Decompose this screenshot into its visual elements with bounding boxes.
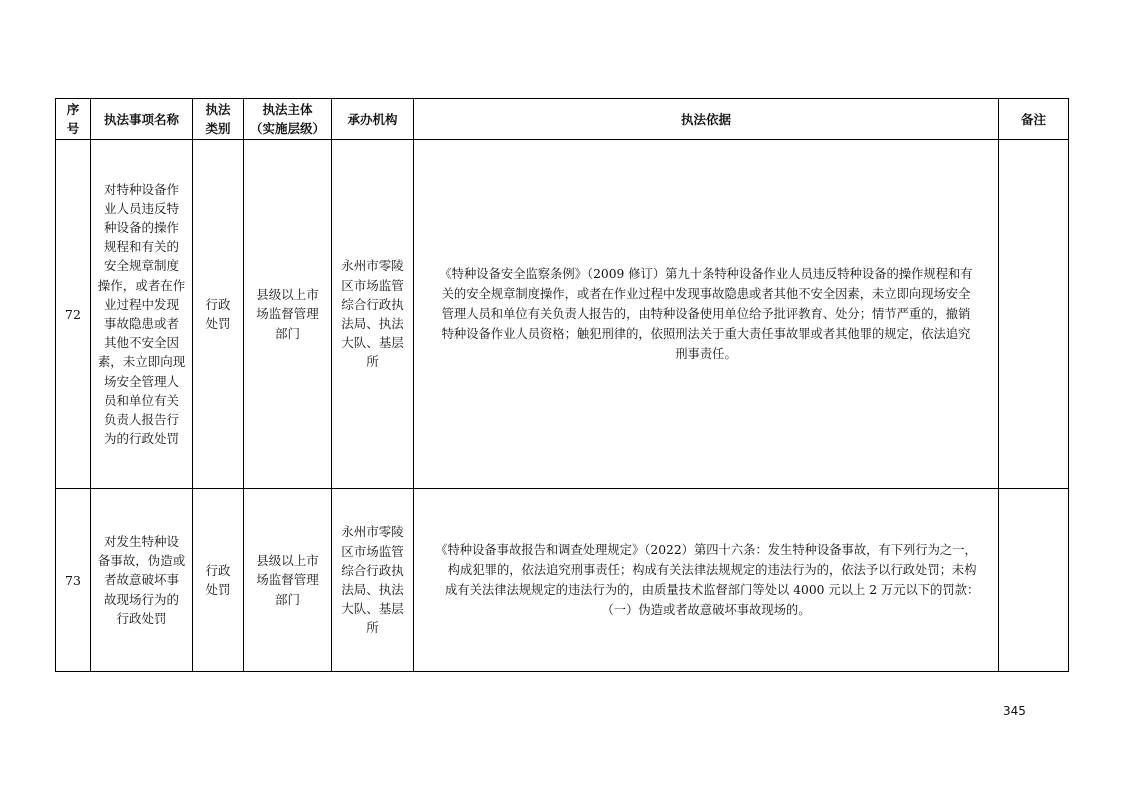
remark [999,489,1069,672]
organization: 永州市零陵 区市场监管 综合行政执 法局、执法 大队、基层 所 [332,140,414,489]
table-row [56,489,1069,672]
organization: 永州市零陵 区市场监管 综合行政执 法局、执法 大队、基层 所 [332,489,414,672]
table-header-row [56,99,1069,140]
header-no: 序 号 [56,99,91,140]
enforcement-table [55,98,1069,672]
category: 行政 处罚 [193,489,244,672]
category: 行政 处罚 [193,140,244,489]
item-name: 对特种设备作 业人员违反特 种设备的操作 规程和有关的 安全规章制度 操作，或者在作 业过程中发现 事故隐患或者 其他不安全因 素，未立即向现 场安全管理人 员和单位有关 负责人报告行 为的行政处罚 [91,140,193,489]
subject: 县级以上市 场监督管理 部门 [244,489,332,672]
legal-basis: 《特种设备安全监察条例》（2009 修订）第九十条特种设备作业人员违反特种设备的操作规程和有 关的安全规章制度操作，或者在作业过程中发现事故隐患或者其他不安全因素，未立即向现场安全 管理人员和单位有关负责人报告的，由特种设备使用单位给予批评教育、处分；情节严重的，撤销 特种设备作业人员资格；触犯刑律的，依照刑法关于重大责任事故罪或者其他罪的规定，依法追究 刑事责任。 [414,140,999,489]
header-remark: 备注 [999,99,1069,140]
header-category: 执法 类别 [193,99,244,140]
header-legal-basis: 执法依据 [414,99,999,140]
header-subject: 执法主体 （实施层级） [244,99,332,140]
header-item-name: 执法事项名称 [91,99,193,140]
header-organization: 承办机构 [332,99,414,140]
legal-basis: 《特种设备事故报告和调查处理规定》（2022）第四十六条：发生特种设备事故，有下列行为之一， 构成犯罪的，依法追究刑事责任；构成有关法律法规规定的违法行为的，依法予以行政处罚；未构 成有关法律法规规定的违法行为的，由质量技术监督部门等处以 4000 元以上 2 万元以下的罚款： （一）伪造或者故意破坏事故现场的。 [414,489,999,672]
item-name: 对发生特种设 备事故，伪造或 者故意破坏事 故现场行为的 行政处罚 [91,489,193,672]
page-number: 345 [1003,704,1026,718]
subject: 县级以上市 场监督管理 部门 [244,140,332,489]
table-row [56,140,1069,489]
row-number: 72 [56,140,91,489]
row-number: 73 [56,489,91,672]
remark [999,140,1069,489]
